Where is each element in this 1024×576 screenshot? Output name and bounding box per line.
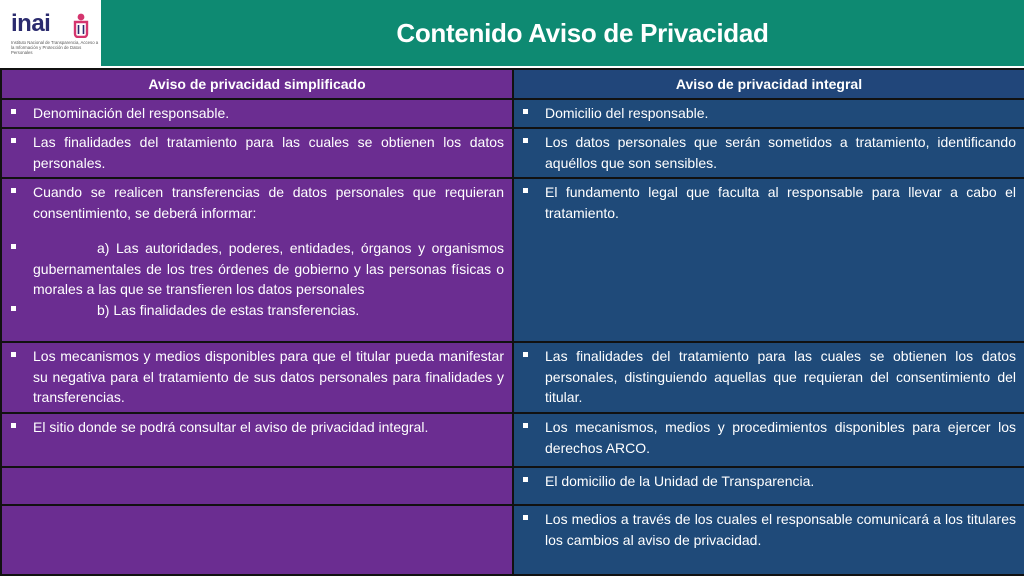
square-bullet-icon [523, 477, 528, 482]
table-row [1, 467, 1024, 505]
table-cell-left [1, 128, 513, 178]
square-bullet-icon [11, 244, 16, 249]
list-item: Las finalidades del tratamiento para las cuales se obtienen los datos personales. [2, 129, 512, 176]
list-item: Las finalidades del tratamiento para las cuales se obtienen los datos personales, distinguiendo aquellas que requieran del consentimiento del titular. [514, 343, 1024, 411]
square-bullet-icon [523, 188, 528, 193]
table-row [1, 99, 1024, 128]
table-cell-right [513, 413, 1024, 467]
column-header-simplified: Aviso de privacidad simplificado [1, 69, 513, 99]
square-bullet-icon [11, 306, 16, 311]
square-bullet-icon [11, 109, 16, 114]
privacy-content-table [0, 68, 1024, 576]
inai-logo [0, 0, 101, 66]
table-cell-left [1, 413, 513, 467]
list-item: Los mecanismos, medios y procedimientos disponibles para ejercer los derechos ARCO. [514, 414, 1024, 461]
list-item: Domicilio del responsable. [514, 100, 1024, 127]
table-cell-right [513, 128, 1024, 178]
table-cell-left-empty [1, 505, 513, 575]
table-row [1, 128, 1024, 178]
page-title: Contenido Aviso de Privacidad [396, 17, 769, 48]
table-cell-left [1, 178, 513, 342]
list-item: El sitio donde se podrá consultar el aviso de privacidad integral. [2, 414, 512, 441]
table-cell-right [513, 178, 1024, 342]
square-bullet-icon [523, 352, 528, 357]
square-bullet-icon [523, 109, 528, 114]
table-row [1, 413, 1024, 467]
list-subitem: b) Las finalidades de estas transferencias. [2, 300, 512, 321]
table-row [1, 505, 1024, 575]
table-cell-left [1, 342, 513, 413]
square-bullet-icon [523, 515, 528, 520]
table-cell-left-empty [1, 467, 513, 505]
square-bullet-icon [11, 138, 16, 143]
list-item: Los medios a través de los cuales el responsable comunicará a los titulares los cambios al aviso de privacidad. [514, 506, 1024, 553]
list-item: El fundamento legal que faculta al responsable para llevar a cabo el tratamiento. [514, 179, 1024, 226]
square-bullet-icon [523, 423, 528, 428]
slide-header [0, 0, 1024, 66]
list-item: Denominación del responsable. [2, 100, 512, 127]
list-item: El domicilio de la Unidad de Transparencia. [514, 468, 1024, 495]
logo-wordmark: inai [11, 10, 51, 37]
table-cell-right [513, 99, 1024, 128]
table-row [1, 342, 1024, 413]
table-header-row [1, 69, 1024, 99]
table-cell-right [513, 505, 1024, 575]
table-cell-right [513, 467, 1024, 505]
table-cell-left [1, 99, 513, 128]
logo-caption: Instituto Nacional de Transparencia, Acceso a la Información y Protección de Datos Personales [11, 40, 99, 55]
list-item: Cuando se realicen transferencias de datos personales que requieran consentimiento, se deberá informar: [2, 179, 512, 226]
list-item: Los datos personales que serán sometidos a tratamiento, identificando aquéllos que son sensibles. [514, 129, 1024, 176]
square-bullet-icon [11, 188, 16, 193]
square-bullet-icon [523, 138, 528, 143]
list-item: Los mecanismos y medios disponibles para que el titular pueda manifestar su negativa para el tratamiento de sus datos personales para finalidades y transferencias. [2, 343, 512, 411]
square-bullet-icon [11, 352, 16, 357]
square-bullet-icon [11, 423, 16, 428]
list-subitem: a) Las autoridades, poderes, entidades, órganos y organismos gubernamentales de los tres órdenes de gobierno y las personas físicas o morales a las que se transfieren los datos personales [2, 238, 512, 300]
person-emblem-icon [71, 12, 91, 38]
table-row [1, 178, 1024, 342]
table-cell-right [513, 342, 1024, 413]
column-header-integral: Aviso de privacidad integral [513, 69, 1024, 99]
